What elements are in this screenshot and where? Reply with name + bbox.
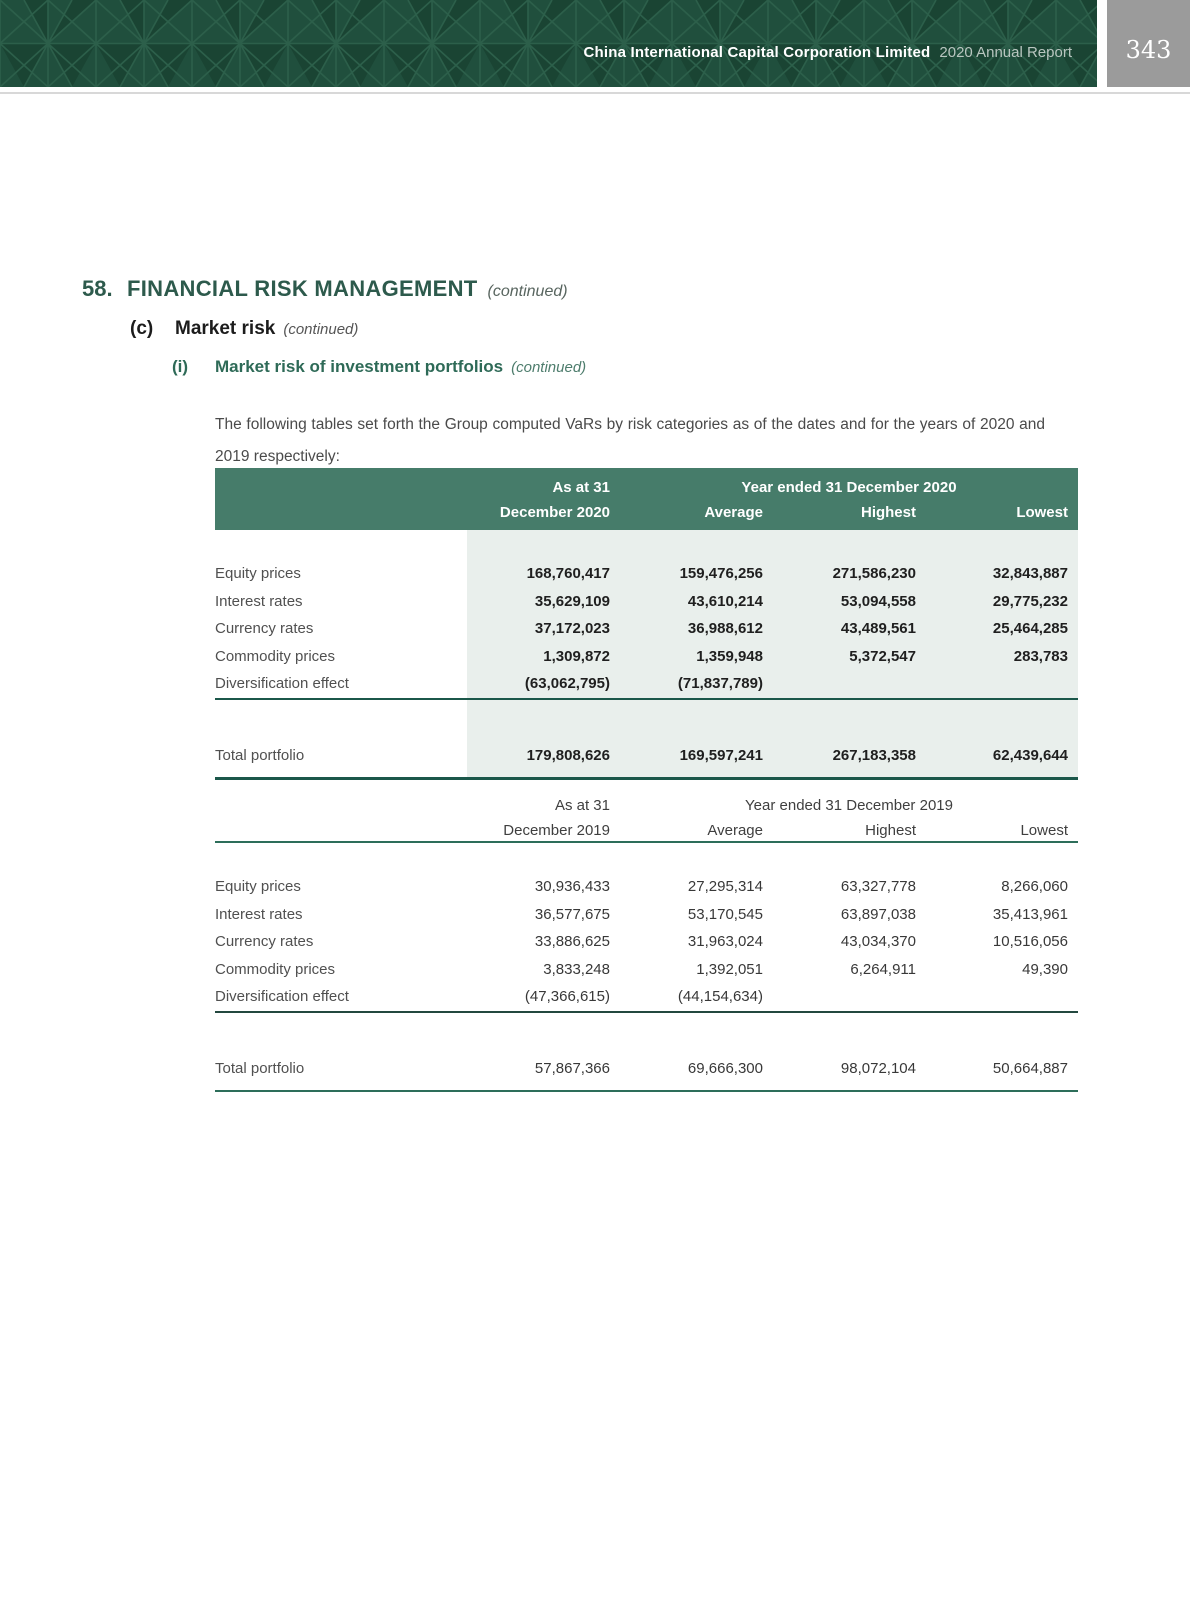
table-cell: 10,516,056 (992, 933, 1068, 951)
row-label: Interest rates (215, 592, 303, 610)
table-cell: 168,760,417 (526, 565, 610, 583)
subsubsection-heading (172, 357, 586, 377)
table-cell: 43,610,214 (687, 592, 763, 610)
spacer-cell (215, 818, 467, 843)
table-2020-header (215, 468, 1078, 530)
table-cell: 8,266,060 (1001, 878, 1068, 896)
table-cell: 49,390 (1022, 960, 1068, 978)
table-cell: (44,154,634) (677, 988, 763, 1006)
table-cell: 57,867,366 (534, 1059, 610, 1077)
table-cell: 69,666,300 (687, 1059, 763, 1077)
subsection-title: Market risk (175, 318, 276, 339)
table-cell: 27,295,314 (687, 878, 763, 896)
table-row (215, 588, 1078, 616)
col-header-december-2020: December 2020 (499, 504, 610, 521)
section-continued: (continued) (487, 283, 568, 300)
section-heading (82, 276, 568, 302)
table-row (215, 873, 1078, 901)
col-header-highest-2019: Highest (865, 822, 916, 839)
banner-divider (0, 92, 1190, 94)
col-header-highest-2020: Highest (860, 504, 916, 521)
table-cell: 1,309,872 (543, 647, 610, 665)
table-cell: 43,034,370 (840, 933, 916, 951)
page-banner (0, 0, 1097, 87)
table-cell: 98,072,104 (840, 1059, 916, 1077)
table-cell: 33,886,625 (534, 933, 610, 951)
table-cell: (63,062,795) (524, 675, 610, 693)
col-header-yearended-2020: Year ended 31 December 2020 (741, 479, 957, 496)
table-row (215, 560, 1078, 588)
var-table-2019 (215, 790, 1078, 1092)
table-cell: 43,489,561 (840, 620, 916, 638)
table-cell: 62,439,644 (992, 746, 1068, 764)
total-label: Total portfolio (215, 1059, 305, 1077)
row-label: Currency rates (215, 620, 314, 638)
subsection-number: (c) (130, 318, 154, 339)
total-label: Total portfolio (215, 746, 305, 764)
row-label: Commodity prices (215, 960, 336, 978)
table-2020-body (215, 530, 1078, 780)
subsubsection-continued: (continued) (511, 359, 587, 376)
table-2019-header (215, 790, 1078, 843)
table-cell: 53,170,545 (687, 905, 763, 923)
table-cell: 63,327,778 (840, 878, 916, 896)
col-header-average-2020: Average (704, 504, 763, 521)
col-header-lowest-2019: Lowest (1020, 822, 1068, 839)
table-cell: 36,988,612 (687, 620, 763, 638)
table-cell: 25,464,285 (992, 620, 1068, 638)
col-header-asat-2019: As at 31 (554, 797, 610, 814)
row-label: Equity prices (215, 878, 301, 896)
table-row (215, 928, 1078, 956)
table-cell: (71,837,789) (677, 675, 763, 693)
banner-text (0, 0, 1072, 87)
table-cell: 50,664,887 (992, 1059, 1068, 1077)
row-label: Commodity prices (215, 647, 336, 665)
var-table-2020 (215, 468, 1078, 780)
table-cell: 30,936,433 (534, 878, 610, 896)
table-row (215, 670, 1078, 698)
col-header-december-2019: December 2019 (503, 822, 610, 839)
subsubsection-number: (i) (172, 357, 189, 376)
total-row (215, 742, 1078, 770)
col-header-average-2019: Average (707, 822, 763, 839)
table-cell: 29,775,232 (992, 592, 1068, 610)
table-row (215, 983, 1078, 1011)
table-cell: 179,808,626 (526, 746, 610, 764)
page-number: 343 (1125, 35, 1172, 64)
table-row (215, 615, 1078, 643)
table-cell: 32,843,887 (992, 565, 1068, 583)
table-cell: (47,366,615) (524, 988, 610, 1006)
table-cell: 159,476,256 (679, 565, 763, 583)
col-header-lowest-2020: Lowest (1016, 504, 1068, 521)
subsection-heading (130, 318, 358, 340)
spacer-cell (215, 475, 467, 500)
total-row (215, 1055, 1078, 1083)
row-label: Diversification effect (215, 675, 349, 693)
table-row (215, 901, 1078, 929)
table-cell: 267,183,358 (832, 746, 916, 764)
row-label: Interest rates (215, 905, 303, 923)
table-cell: 31,963,024 (687, 933, 763, 951)
row-label: Currency rates (215, 933, 314, 951)
col-header-asat-2020: As at 31 (552, 479, 610, 496)
table-cell: 3,833,248 (543, 960, 610, 978)
spacer-cell (215, 793, 467, 818)
subsubsection-title: Market risk of investment portfolios (215, 357, 504, 376)
table-cell: 271,586,230 (832, 565, 916, 583)
table-row (215, 643, 1078, 671)
table-2019-body (215, 843, 1078, 1092)
company-name: China International Capital Corporation Limited (583, 44, 931, 61)
table-cell: 53,094,558 (840, 592, 916, 610)
table-row (215, 956, 1078, 984)
table-cell: 37,172,023 (534, 620, 610, 638)
col-header-yearended-2019: Year ended 31 December 2019 (745, 797, 953, 814)
row-label: Equity prices (215, 565, 301, 583)
table-cell: 1,392,051 (696, 960, 763, 978)
page-number-box (1107, 0, 1190, 87)
table-cell: 35,629,109 (534, 592, 610, 610)
table-cell: 36,577,675 (534, 905, 610, 923)
table-cell: 1,359,948 (696, 647, 763, 665)
section-title: FINANCIAL RISK MANAGEMENT (127, 276, 478, 301)
table-cell: 283,783 (1013, 647, 1068, 665)
report-title: 2020 Annual Report (939, 44, 1072, 61)
table-cell: 6,264,911 (850, 960, 916, 978)
table-cell: 5,372,547 (849, 647, 916, 665)
table-cell: 35,413,961 (992, 905, 1068, 923)
spacer-cell (215, 500, 467, 525)
table-cell: 63,897,038 (840, 905, 916, 923)
row-label: Diversification effect (215, 988, 349, 1006)
intro-paragraph: The following tables set forth the Group computed VaRs by risk categories as of the dates and for the years of 2020 and 2019 respectively: (215, 415, 1045, 465)
subsection-continued: (continued) (283, 321, 359, 338)
table-cell: 169,597,241 (679, 746, 763, 764)
section-number: 58. (82, 276, 113, 301)
